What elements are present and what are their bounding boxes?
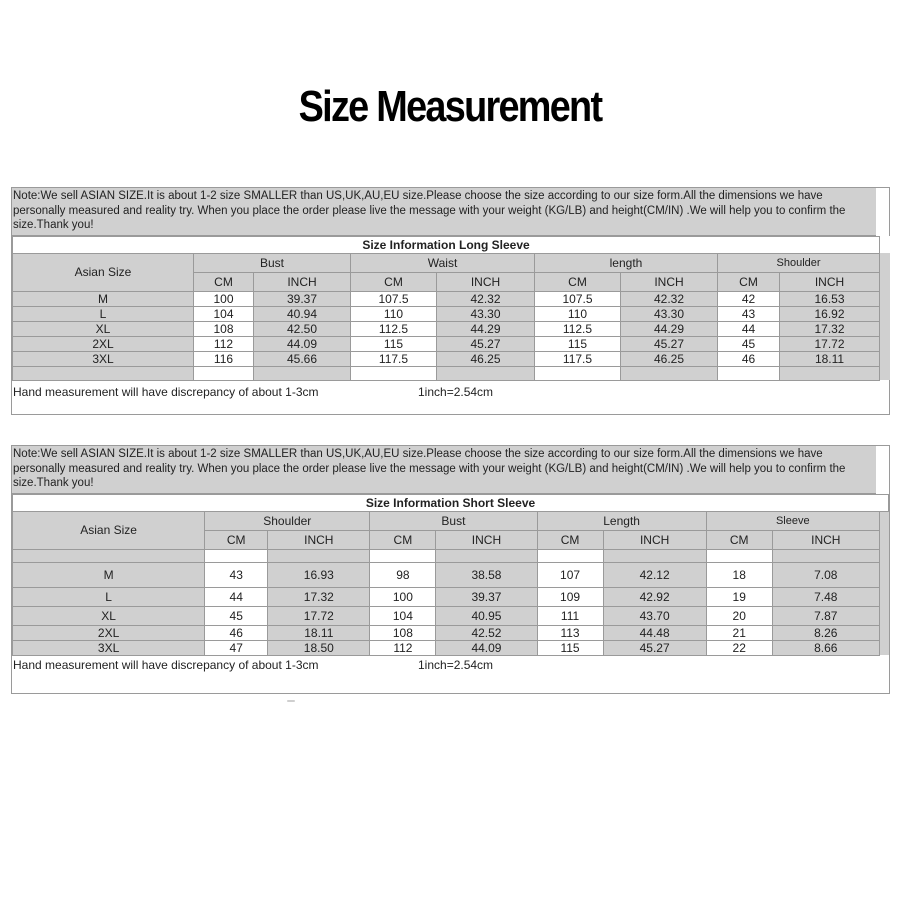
value-cm-cell: 112.5	[351, 321, 437, 336]
group-sleeve: Sleeve	[706, 511, 879, 530]
value-cm-cell: 112.5	[535, 321, 621, 336]
value-cm-cell: 104	[370, 606, 436, 625]
spacer	[880, 236, 890, 253]
long-sleeve-size-chart	[11, 187, 890, 415]
table-row	[13, 306, 890, 321]
value-cm-cell: 43	[718, 306, 780, 321]
size-cell: 2XL	[13, 336, 194, 351]
value-inch-cell: 42.50	[254, 321, 351, 336]
footer-conversion-note: 1inch=2.54cm	[418, 384, 494, 399]
spacer	[879, 549, 888, 562]
value-inch-cell: 44.29	[437, 321, 535, 336]
spacer	[879, 587, 888, 606]
unit-cm: CM	[535, 272, 621, 291]
value-inch-cell: 45.27	[603, 640, 706, 655]
value-inch-cell: 17.72	[268, 606, 370, 625]
value-cm-cell: 104	[194, 306, 254, 321]
blank-cell	[780, 366, 880, 380]
size-cell: XL	[13, 606, 205, 625]
unit-cm: CM	[351, 272, 437, 291]
unit-cm: CM	[706, 530, 772, 549]
value-cm-cell: 111	[537, 606, 603, 625]
size-cell: XL	[13, 321, 194, 336]
value-inch-cell: 42.52	[436, 625, 537, 640]
value-cm-cell: 45	[205, 606, 268, 625]
group-length: length	[535, 253, 718, 272]
page-title: Size Measurement	[298, 82, 602, 131]
spacer	[880, 336, 890, 351]
footer-discrepancy-note: Hand measurement will have discrepancy of about 1-3cm	[13, 657, 319, 672]
value-cm-cell: 115	[535, 336, 621, 351]
value-cm-cell: 117.5	[535, 351, 621, 366]
value-inch-cell: 40.95	[436, 606, 537, 625]
blank-cell	[205, 549, 268, 562]
value-inch-cell: 44.09	[254, 336, 351, 351]
value-cm-cell: 42	[718, 291, 780, 306]
blank-cell	[718, 366, 780, 380]
value-inch-cell: 7.87	[772, 606, 879, 625]
group-bust: Bust	[194, 253, 351, 272]
value-cm-cell: 18	[706, 562, 772, 587]
value-cm-cell: 98	[370, 562, 436, 587]
value-cm-cell: 107.5	[535, 291, 621, 306]
value-cm-cell: 117.5	[351, 351, 437, 366]
group-shoulder: Shoulder	[205, 511, 370, 530]
spacer	[880, 253, 890, 272]
blank-cell	[351, 366, 437, 380]
value-cm-cell: 108	[194, 321, 254, 336]
value-inch-cell: 39.37	[436, 587, 537, 606]
group-bust: Bust	[370, 511, 537, 530]
unit-inch: INCH	[603, 530, 706, 549]
value-cm-cell: 20	[706, 606, 772, 625]
table-row	[13, 291, 890, 306]
group-shoulder: Shoulder	[718, 253, 880, 272]
value-inch-cell: 42.32	[437, 291, 535, 306]
blank-cell	[621, 366, 718, 380]
spacer	[879, 640, 888, 655]
value-inch-cell: 16.92	[780, 306, 880, 321]
value-inch-cell: 44.09	[436, 640, 537, 655]
table-row	[13, 351, 890, 366]
spacer	[880, 291, 890, 306]
table-row	[13, 336, 890, 351]
spacer	[880, 306, 890, 321]
value-inch-cell: 42.12	[603, 562, 706, 587]
value-cm-cell: 108	[370, 625, 436, 640]
blank-cell	[13, 366, 194, 380]
spacer	[880, 366, 890, 380]
spacer	[880, 272, 890, 291]
size-note: Note:We sell ASIAN SIZE.It is about 1-2 size SMALLER than US,UK,AU,EU size.Please choose the size according to our size form.All the dimensions we have personally measured and reality try. When you place the order please live the message with your weight (KG/LB) and height(CM/IN) .We will help you to confirm the size.Thank you!	[12, 188, 876, 236]
value-inch-cell: 7.48	[772, 587, 879, 606]
value-inch-cell: 8.66	[772, 640, 879, 655]
blank-cell	[194, 366, 254, 380]
blank-cell	[537, 549, 603, 562]
unit-cm: CM	[205, 530, 268, 549]
value-cm-cell: 113	[537, 625, 603, 640]
table-footer	[12, 656, 889, 678]
value-cm-cell: 46	[718, 351, 780, 366]
value-inch-cell: 42.32	[621, 291, 718, 306]
footer-conversion-note: 1inch=2.54cm	[418, 657, 494, 672]
spacer	[879, 625, 888, 640]
value-inch-cell: 42.92	[603, 587, 706, 606]
stray-mark	[287, 700, 295, 702]
value-inch-cell: 43.30	[437, 306, 535, 321]
spacer	[880, 321, 890, 336]
value-inch-cell: 46.25	[437, 351, 535, 366]
value-cm-cell: 110	[535, 306, 621, 321]
value-inch-cell: 43.30	[621, 306, 718, 321]
spacer	[879, 511, 888, 530]
value-inch-cell: 45.27	[621, 336, 718, 351]
size-cell: M	[13, 291, 194, 306]
size-note: Note:We sell ASIAN SIZE.It is about 1-2 size SMALLER than US,UK,AU,EU size.Please choose the size according to our size form.All the dimensions we have personally measured and reality try. When you place the order please live the message with your weight (KG/LB) and height(CM/IN) .We will help you to confirm the size.Thank you!	[12, 446, 876, 494]
value-inch-cell: 43.70	[603, 606, 706, 625]
value-inch-cell: 45.27	[437, 336, 535, 351]
blank-cell	[772, 549, 879, 562]
unit-cm: CM	[194, 272, 254, 291]
value-inch-cell: 18.11	[780, 351, 880, 366]
value-cm-cell: 112	[370, 640, 436, 655]
value-inch-cell: 38.58	[436, 562, 537, 587]
value-cm-cell: 46	[205, 625, 268, 640]
value-inch-cell: 18.50	[268, 640, 370, 655]
table-row	[13, 625, 889, 640]
unit-inch: INCH	[268, 530, 370, 549]
table-header: Size Information Short Sleeve	[13, 494, 889, 511]
value-inch-cell: 46.25	[621, 351, 718, 366]
spacer	[880, 351, 890, 366]
value-inch-cell: 45.66	[254, 351, 351, 366]
unit-inch: INCH	[621, 272, 718, 291]
value-cm-cell: 112	[194, 336, 254, 351]
blank-cell	[254, 366, 351, 380]
value-inch-cell: 40.94	[254, 306, 351, 321]
group-waist: Waist	[351, 253, 535, 272]
value-inch-cell: 8.26	[772, 625, 879, 640]
group-length: Length	[537, 511, 706, 530]
unit-cm: CM	[718, 272, 780, 291]
spacer	[879, 606, 888, 625]
value-inch-cell: 17.32	[780, 321, 880, 336]
blank-cell	[370, 549, 436, 562]
unit-inch: INCH	[772, 530, 879, 549]
value-cm-cell: 21	[706, 625, 772, 640]
value-cm-cell: 19	[706, 587, 772, 606]
value-cm-cell: 43	[205, 562, 268, 587]
size-cell: 2XL	[13, 625, 205, 640]
size-column-label: Asian Size	[13, 511, 205, 549]
unit-cm: CM	[537, 530, 603, 549]
size-cell: M	[13, 562, 205, 587]
value-inch-cell: 18.11	[268, 625, 370, 640]
footer-discrepancy-note: Hand measurement will have discrepancy of about 1-3cm	[13, 384, 319, 399]
table-header: Size Information Long Sleeve	[13, 236, 880, 253]
blank-cell	[706, 549, 772, 562]
value-inch-cell: 17.32	[268, 587, 370, 606]
short-sleeve-table	[12, 494, 889, 656]
blank-cell	[13, 549, 205, 562]
value-cm-cell: 47	[205, 640, 268, 655]
value-cm-cell: 45	[718, 336, 780, 351]
blank-cell	[268, 549, 370, 562]
table-row	[13, 562, 889, 587]
value-cm-cell: 100	[370, 587, 436, 606]
table-row	[13, 640, 889, 655]
spacer	[879, 530, 888, 549]
long-sleeve-table	[12, 236, 890, 381]
short-sleeve-size-chart	[11, 445, 890, 694]
value-inch-cell: 7.08	[772, 562, 879, 587]
value-cm-cell: 115	[537, 640, 603, 655]
size-cell: L	[13, 306, 194, 321]
value-cm-cell: 116	[194, 351, 254, 366]
size-cell: L	[13, 587, 205, 606]
table-row	[13, 587, 889, 606]
value-cm-cell: 110	[351, 306, 437, 321]
blank-cell	[603, 549, 706, 562]
blank-cell	[535, 366, 621, 380]
blank-cell	[436, 549, 537, 562]
size-cell: 3XL	[13, 351, 194, 366]
value-cm-cell: 100	[194, 291, 254, 306]
value-cm-cell: 109	[537, 587, 603, 606]
table-row	[13, 321, 890, 336]
unit-inch: INCH	[436, 530, 537, 549]
table-row	[13, 606, 889, 625]
value-cm-cell: 22	[706, 640, 772, 655]
size-cell: 3XL	[13, 640, 205, 655]
value-cm-cell: 44	[205, 587, 268, 606]
spacer	[879, 562, 888, 587]
size-column-label: Asian Size	[13, 253, 194, 291]
blank-cell	[437, 366, 535, 380]
table-footer	[12, 381, 889, 403]
value-inch-cell: 44.48	[603, 625, 706, 640]
value-inch-cell: 39.37	[254, 291, 351, 306]
unit-cm: CM	[370, 530, 436, 549]
value-cm-cell: 107.5	[351, 291, 437, 306]
value-inch-cell: 16.93	[268, 562, 370, 587]
value-cm-cell: 107	[537, 562, 603, 587]
value-cm-cell: 44	[718, 321, 780, 336]
value-inch-cell: 16.53	[780, 291, 880, 306]
unit-inch: INCH	[254, 272, 351, 291]
value-inch-cell: 17.72	[780, 336, 880, 351]
value-cm-cell: 115	[351, 336, 437, 351]
unit-inch: INCH	[437, 272, 535, 291]
value-inch-cell: 44.29	[621, 321, 718, 336]
unit-inch: INCH	[780, 272, 880, 291]
